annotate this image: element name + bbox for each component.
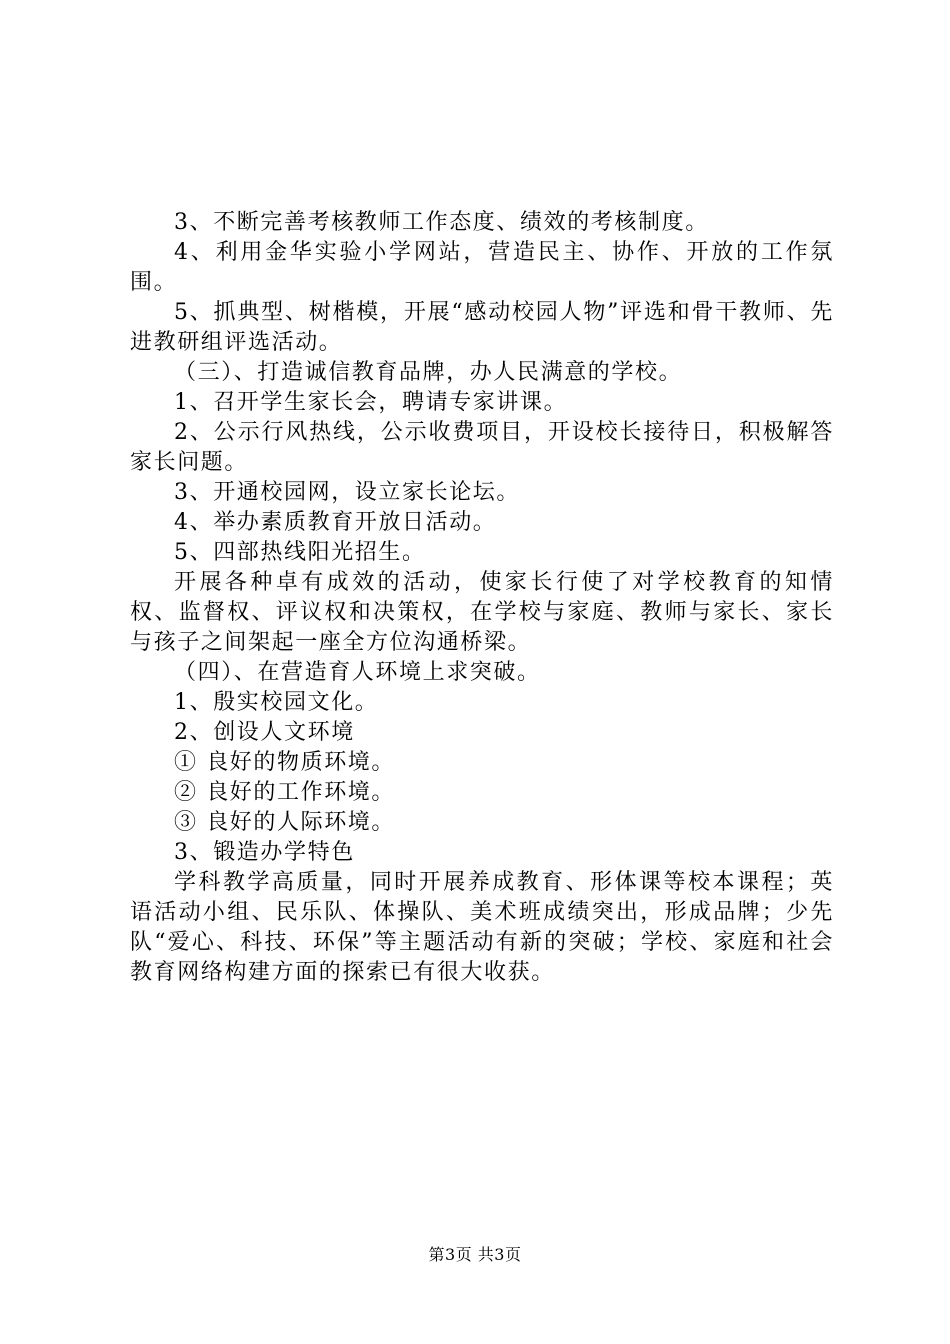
list-item-material-environment: ① 良好的物质环境。 bbox=[174, 750, 395, 775]
paragraph-activities-summary: 开展各种卓有成效的活动，使家长行使了对学校教育的知情权、监督权、评议权和决策权，在学校与家庭、教师与家长、家长与孩子之间架起一座全方位沟通桥梁。 bbox=[130, 570, 834, 655]
document-body bbox=[130, 208, 834, 988]
section-heading-integrity-brand: （三）、打造诚信教育品牌，办人民满意的学校。 bbox=[174, 360, 683, 385]
paragraph-school-features: 3、锻造办学特色 bbox=[174, 840, 355, 865]
paragraph-humanistic-environment: 2、创设人文环境 bbox=[174, 720, 355, 745]
paragraph-open-day: 4、举办素质教育开放日活动。 bbox=[174, 510, 497, 535]
paragraph-school-website: 4、利用金华实验小学网站，营造民主、协作、开放的工作氛围。 bbox=[130, 240, 834, 295]
paragraph-hotline: 2、公示行风热线，公示收费项目，开设校长接待日，积极解答家长问题。 bbox=[130, 420, 834, 475]
paragraph-campus-culture: 1、殷实校园文化。 bbox=[174, 690, 379, 715]
page-number: 第3页 共3页 bbox=[428, 1245, 522, 1264]
paragraph-achievements: 学科教学高质量，同时开展养成教育、形体课等校本课程；英语活动小组、民乐队、体操队、美术班成绩突出，形成品牌；少先队“爱心、科技、环保”等主题活动有新的突破；学校、家庭和社会教育网络构建方面的探索已有很大收获。 bbox=[130, 870, 834, 985]
paragraph-parent-meeting: 1、召开学生家长会，聘请专家讲课。 bbox=[174, 390, 568, 415]
list-item-work-environment: ② 良好的工作环境。 bbox=[174, 780, 395, 805]
list-item-interpersonal-environment: ③ 良好的人际环境。 bbox=[174, 810, 395, 835]
section-heading-environment: （四）、在营造育人环境上求突破。 bbox=[174, 660, 541, 685]
paragraph-enrollment: 5、四部热线阳光招生。 bbox=[174, 540, 426, 565]
paragraph-assessment-system: 3、不断完善考核教师工作态度、绩效的考核制度。 bbox=[174, 210, 709, 235]
paragraph-campus-network: 3、开通校园网，设立家长论坛。 bbox=[174, 480, 520, 505]
paragraph-role-models: 5、抓典型、树楷模，开展“感动校园人物”评选和骨干教师、先进教研组评选活动。 bbox=[130, 300, 834, 355]
